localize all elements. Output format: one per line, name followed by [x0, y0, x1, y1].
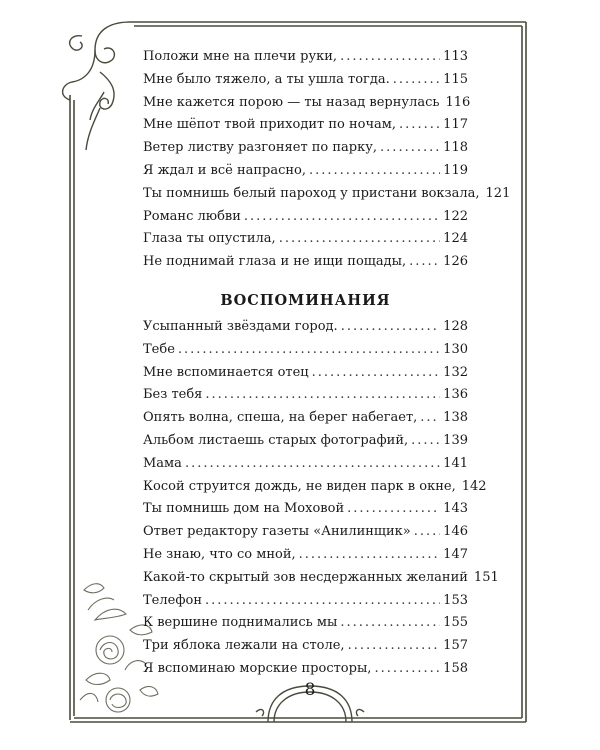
toc-entry — [143, 612, 468, 635]
toc-leader-dots — [348, 635, 441, 658]
toc-entry-page: 141 — [443, 455, 468, 471]
toc-entry-page: 157 — [443, 638, 468, 654]
toc-entry-page: 138 — [443, 410, 468, 426]
toc-leader-dots — [414, 521, 440, 544]
toc-entry-title: Положи мне на плечи руки, — [143, 49, 338, 64]
toc-entry — [143, 228, 468, 251]
toc-section-2 — [143, 316, 499, 681]
toc-leader-dots — [340, 46, 440, 69]
toc-leader-dots — [340, 612, 440, 635]
toc-entry-title: Я вспоминаю морские просторы, — [143, 660, 372, 676]
toc-leader-dots — [244, 206, 440, 229]
toc-entry-page: 158 — [443, 660, 468, 676]
toc-leader-dots — [409, 251, 440, 274]
toc-entry-title: Мне вспоминается отец — [143, 364, 309, 380]
toc-entry — [143, 407, 468, 430]
toc-list-1 — [143, 46, 511, 274]
toc-entry — [143, 590, 468, 613]
toc-entry — [143, 316, 468, 339]
toc-entry — [143, 476, 487, 499]
toc-entry-title: Три яблока лежали на столе, — [143, 638, 345, 654]
toc-entry — [143, 521, 468, 544]
toc-entry-title: К вершине поднимались мы — [143, 615, 338, 631]
toc-leader-dots — [178, 339, 440, 362]
toc-leader-dots — [309, 160, 440, 183]
page-number: 8 — [304, 680, 316, 700]
toc-entry-title: Не знаю, что со мной, — [143, 546, 296, 562]
toc-entry-page: 117 — [443, 117, 468, 133]
toc-leader-dots — [205, 590, 440, 613]
toc-entry — [143, 183, 511, 206]
toc-entry — [143, 362, 468, 385]
toc-entry-page: 153 — [443, 592, 468, 608]
toc-entry — [143, 384, 468, 407]
toc-entry-title: Косой струится дождь, не виден парк в окне, — [143, 478, 456, 494]
toc-entry — [143, 339, 468, 362]
toc-leader-dots — [380, 137, 440, 160]
toc-list-2 — [143, 316, 499, 681]
toc-entry — [143, 658, 468, 681]
toc-entry-title: Мне шёпот твой приходит по ночам, — [143, 117, 397, 133]
toc-entry-page: 151 — [473, 569, 499, 585]
toc-entry-title: Мама — [143, 455, 182, 471]
toc-entry-title: Глаза ты опустила, — [143, 231, 276, 247]
toc-entry-title: Телефон — [143, 592, 202, 608]
toc-entry-title: Ты помнишь белый пароход у пристани вокзала, — [143, 185, 480, 201]
toc-leader-dots — [399, 114, 440, 137]
toc-entry-title: Я ждал и всё напрасно, — [143, 162, 307, 178]
toc-leader-dots — [347, 498, 440, 521]
toc-entry-page: 130 — [443, 341, 468, 357]
toc-entry — [143, 544, 468, 567]
toc-entry-title: Ответ редактору газеты «Анилинщик» — [143, 524, 411, 540]
toc-entry-title: Альбом листаешь старых фотографий, — [143, 432, 409, 448]
toc-entry-page: 118 — [443, 140, 468, 156]
toc-entry — [143, 635, 468, 658]
toc-entry-page: 128 — [443, 319, 468, 334]
toc-entry-page: 143 — [443, 501, 468, 517]
toc-entry-title: Мне было тяжело, а ты ушла тогда. — [143, 71, 390, 87]
toc-entry-title: Усыпанный звёздами город. — [143, 319, 338, 334]
toc-entry — [143, 137, 468, 160]
toc-leader-dots — [185, 453, 440, 476]
toc-entry-title: Романс любви — [143, 208, 241, 224]
toc-entry-page: 119 — [443, 162, 468, 178]
toc-leader-dots — [393, 69, 440, 92]
toc-entry-page: 122 — [443, 208, 468, 224]
toc-leader-dots — [374, 658, 440, 681]
toc-entry — [143, 206, 468, 229]
toc-entry-title: Не поднимай глаза и не ищи пощады, — [143, 254, 407, 270]
toc-entry — [143, 453, 468, 476]
toc-entry-title: Ветер листву разгоняет по парку, — [143, 140, 378, 156]
toc-entry — [143, 160, 468, 183]
toc-entry — [143, 430, 468, 453]
toc-entry — [143, 114, 468, 137]
toc-section-1 — [143, 46, 511, 274]
toc-entry — [143, 567, 499, 590]
toc-entry-page: 132 — [443, 364, 468, 380]
toc-entry-title: Ты помнишь дом на Моховой — [143, 501, 345, 517]
toc-entry — [143, 69, 468, 92]
toc-leader-dots — [299, 544, 441, 567]
toc-leader-dots — [312, 362, 441, 385]
toc-entry-title: Опять волна, спеша, на берег набегает, — [143, 410, 418, 426]
toc-entry-page: 142 — [461, 478, 487, 494]
toc-entry-page: 147 — [443, 546, 468, 562]
toc-entry-title: Какой-то скрытый зов несдержанных желаний — [143, 569, 468, 585]
toc-entry — [143, 251, 468, 274]
toc-entry-page: 126 — [443, 254, 468, 270]
toc-entry — [143, 92, 471, 115]
toc-leader-dots — [341, 316, 440, 339]
toc-entry — [143, 46, 468, 69]
toc-entry-title: Без тебя — [143, 387, 203, 403]
toc-entry-page: 146 — [443, 524, 468, 540]
toc-entry-page: 115 — [443, 71, 468, 87]
toc-entry-title: Тебе — [143, 341, 175, 357]
toc-leader-dots — [279, 228, 440, 251]
toc-entry-page: 136 — [443, 387, 468, 403]
toc-entry-page: 155 — [443, 615, 468, 631]
toc-entry-page: 113 — [443, 49, 468, 64]
toc-entry-page: 121 — [485, 185, 511, 201]
toc-entry-page: 124 — [443, 231, 468, 247]
toc-entry-page: 139 — [443, 432, 468, 448]
toc-entry-page: 116 — [445, 94, 471, 110]
corner-scroll-ornament — [63, 22, 130, 150]
toc-entry — [143, 498, 468, 521]
toc-entry-title: Мне кажется порою — ты назад вернулась — [143, 94, 440, 110]
toc-leader-dots — [420, 407, 440, 430]
section-heading: ВОСПОМИНАНИЯ — [220, 292, 391, 309]
toc-leader-dots — [411, 430, 440, 453]
toc-leader-dots — [205, 384, 440, 407]
